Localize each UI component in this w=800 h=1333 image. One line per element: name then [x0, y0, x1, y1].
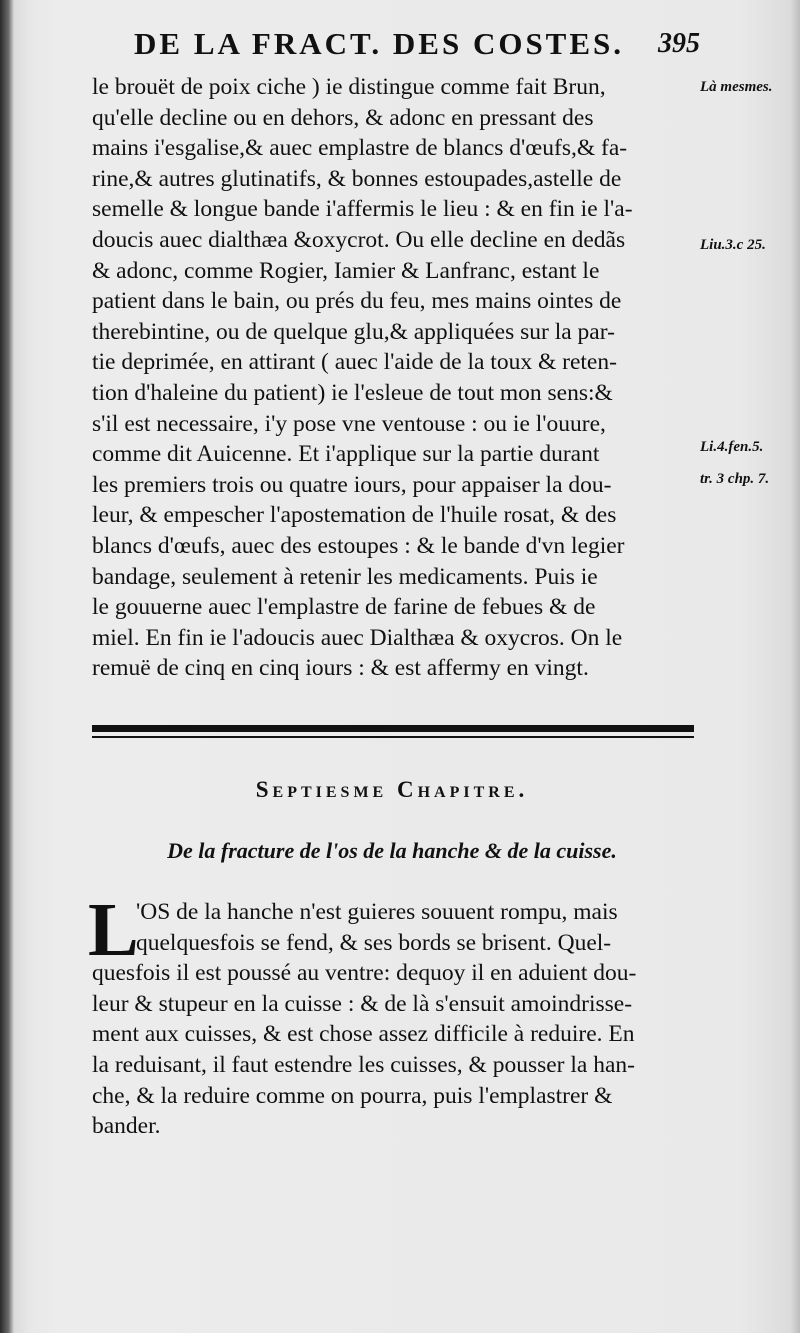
- text-line: comme dit Auicenne. Et i'applique sur la partie durant: [92, 441, 600, 468]
- text-line: miel. En fin ie l'adoucis auec Dialthæa & oxycros. On le: [92, 624, 623, 651]
- text-line: bandage, seulement à retenir les medicaments. Puis ie: [92, 563, 598, 590]
- show-through-bleed: [150, 1135, 710, 1325]
- text-line: & adonc, comme Rogier, Iamier & Lanfranc, estant le: [92, 257, 600, 284]
- text-line: doucis auec dialthæa &oxycrot. Ou elle decline en dedãs: [92, 226, 626, 253]
- text-line: leur & stupeur en la cuisse : & de là s'ensuit amoindrisse-: [92, 990, 633, 1017]
- margin-note: Li.4.fen.5.: [700, 439, 764, 455]
- text-line: remuë de cinq en cinq iours : & est affermy en vingt.: [92, 655, 589, 682]
- text-line: blancs d'œufs, auec des estoupes : & le bande d'vn legier: [92, 532, 625, 559]
- running-head: [120, 26, 700, 70]
- text-line: le brouët de poix ciche ) ie distingue comme fait Brun,: [92, 74, 606, 100]
- margin-note: tr. 3 chp. 7.: [700, 471, 770, 487]
- section-rule-thick: [92, 725, 694, 732]
- chapter-text: [92, 897, 692, 1142]
- text-line: le gouuerne auec l'emplastre de farine de febues & de: [92, 594, 596, 621]
- text-line: s'il est necessaire, i'y pose vne ventouse : ou ie l'ouure,: [92, 410, 606, 437]
- chapter-subtitle: De la fracture de l'os de la hanche & de la cuisse.: [167, 838, 617, 863]
- text-line: quelquesfois se fend, & ses bords se brisent. Quel-: [136, 929, 612, 956]
- chapter-heading: Septiesme Chapitre.: [255, 777, 529, 802]
- margin-note: Là mesmes.: [700, 79, 773, 95]
- text-line: 'OS de la hanche n'est guieres souuent rompu, mais: [136, 899, 618, 925]
- text-line: bander.: [92, 1113, 161, 1140]
- text-line: quesfois il est poussé au ventre: dequoy il en aduient dou-: [92, 960, 637, 987]
- text-line: rine,& autres glutinatifs, & bonnes estoupades,astelle de: [92, 165, 622, 192]
- page-left-shadow: [0, 0, 14, 1333]
- text-line: mains i'esgalise,& auec emplastre de blancs d'œufs,& fa-: [92, 135, 628, 162]
- section-rule-thin: [92, 736, 694, 738]
- page-number: 395: [658, 28, 700, 59]
- margin-note: Liu.3.c 25.: [700, 237, 766, 253]
- margin-notes: [700, 78, 800, 508]
- text-line: qu'elle decline ou en dehors, & adonc en pressant des: [92, 104, 594, 131]
- text-line: les premiers trois ou quatre iours, pour appaiser la dou-: [92, 471, 612, 498]
- drop-cap: L: [88, 888, 139, 972]
- text-line: patient dans le bain, ou prés du feu, mes mains ointes de: [92, 288, 622, 315]
- text-line: therebintine, ou de quelque glu,& appliquées sur la par-: [92, 318, 615, 345]
- text-line: la reduisant, il faut estendre les cuisses, & pousser la han-: [92, 1051, 635, 1078]
- text-line: tion d'haleine du patient) ie l'esleue de tout mon sens:&: [92, 379, 613, 406]
- text-line: tie deprimée, en attirant ( auec l'aide de la toux & reten-: [92, 349, 617, 376]
- text-line: semelle & longue bande i'affermis le lieu : & en fin ie l'a-: [92, 196, 633, 223]
- text-line: leur, & empescher l'apostemation de l'huile rosat, & des: [92, 502, 617, 529]
- text-line: che, & la reduire comme on pourra, puis l'emplastrer &: [92, 1082, 613, 1109]
- running-head-title: DE LA FRACT. DES COSTES.: [134, 26, 625, 61]
- text-line: ment aux cuisses, & est chose assez difficile à reduire. En: [92, 1021, 635, 1048]
- body-text: [92, 72, 692, 684]
